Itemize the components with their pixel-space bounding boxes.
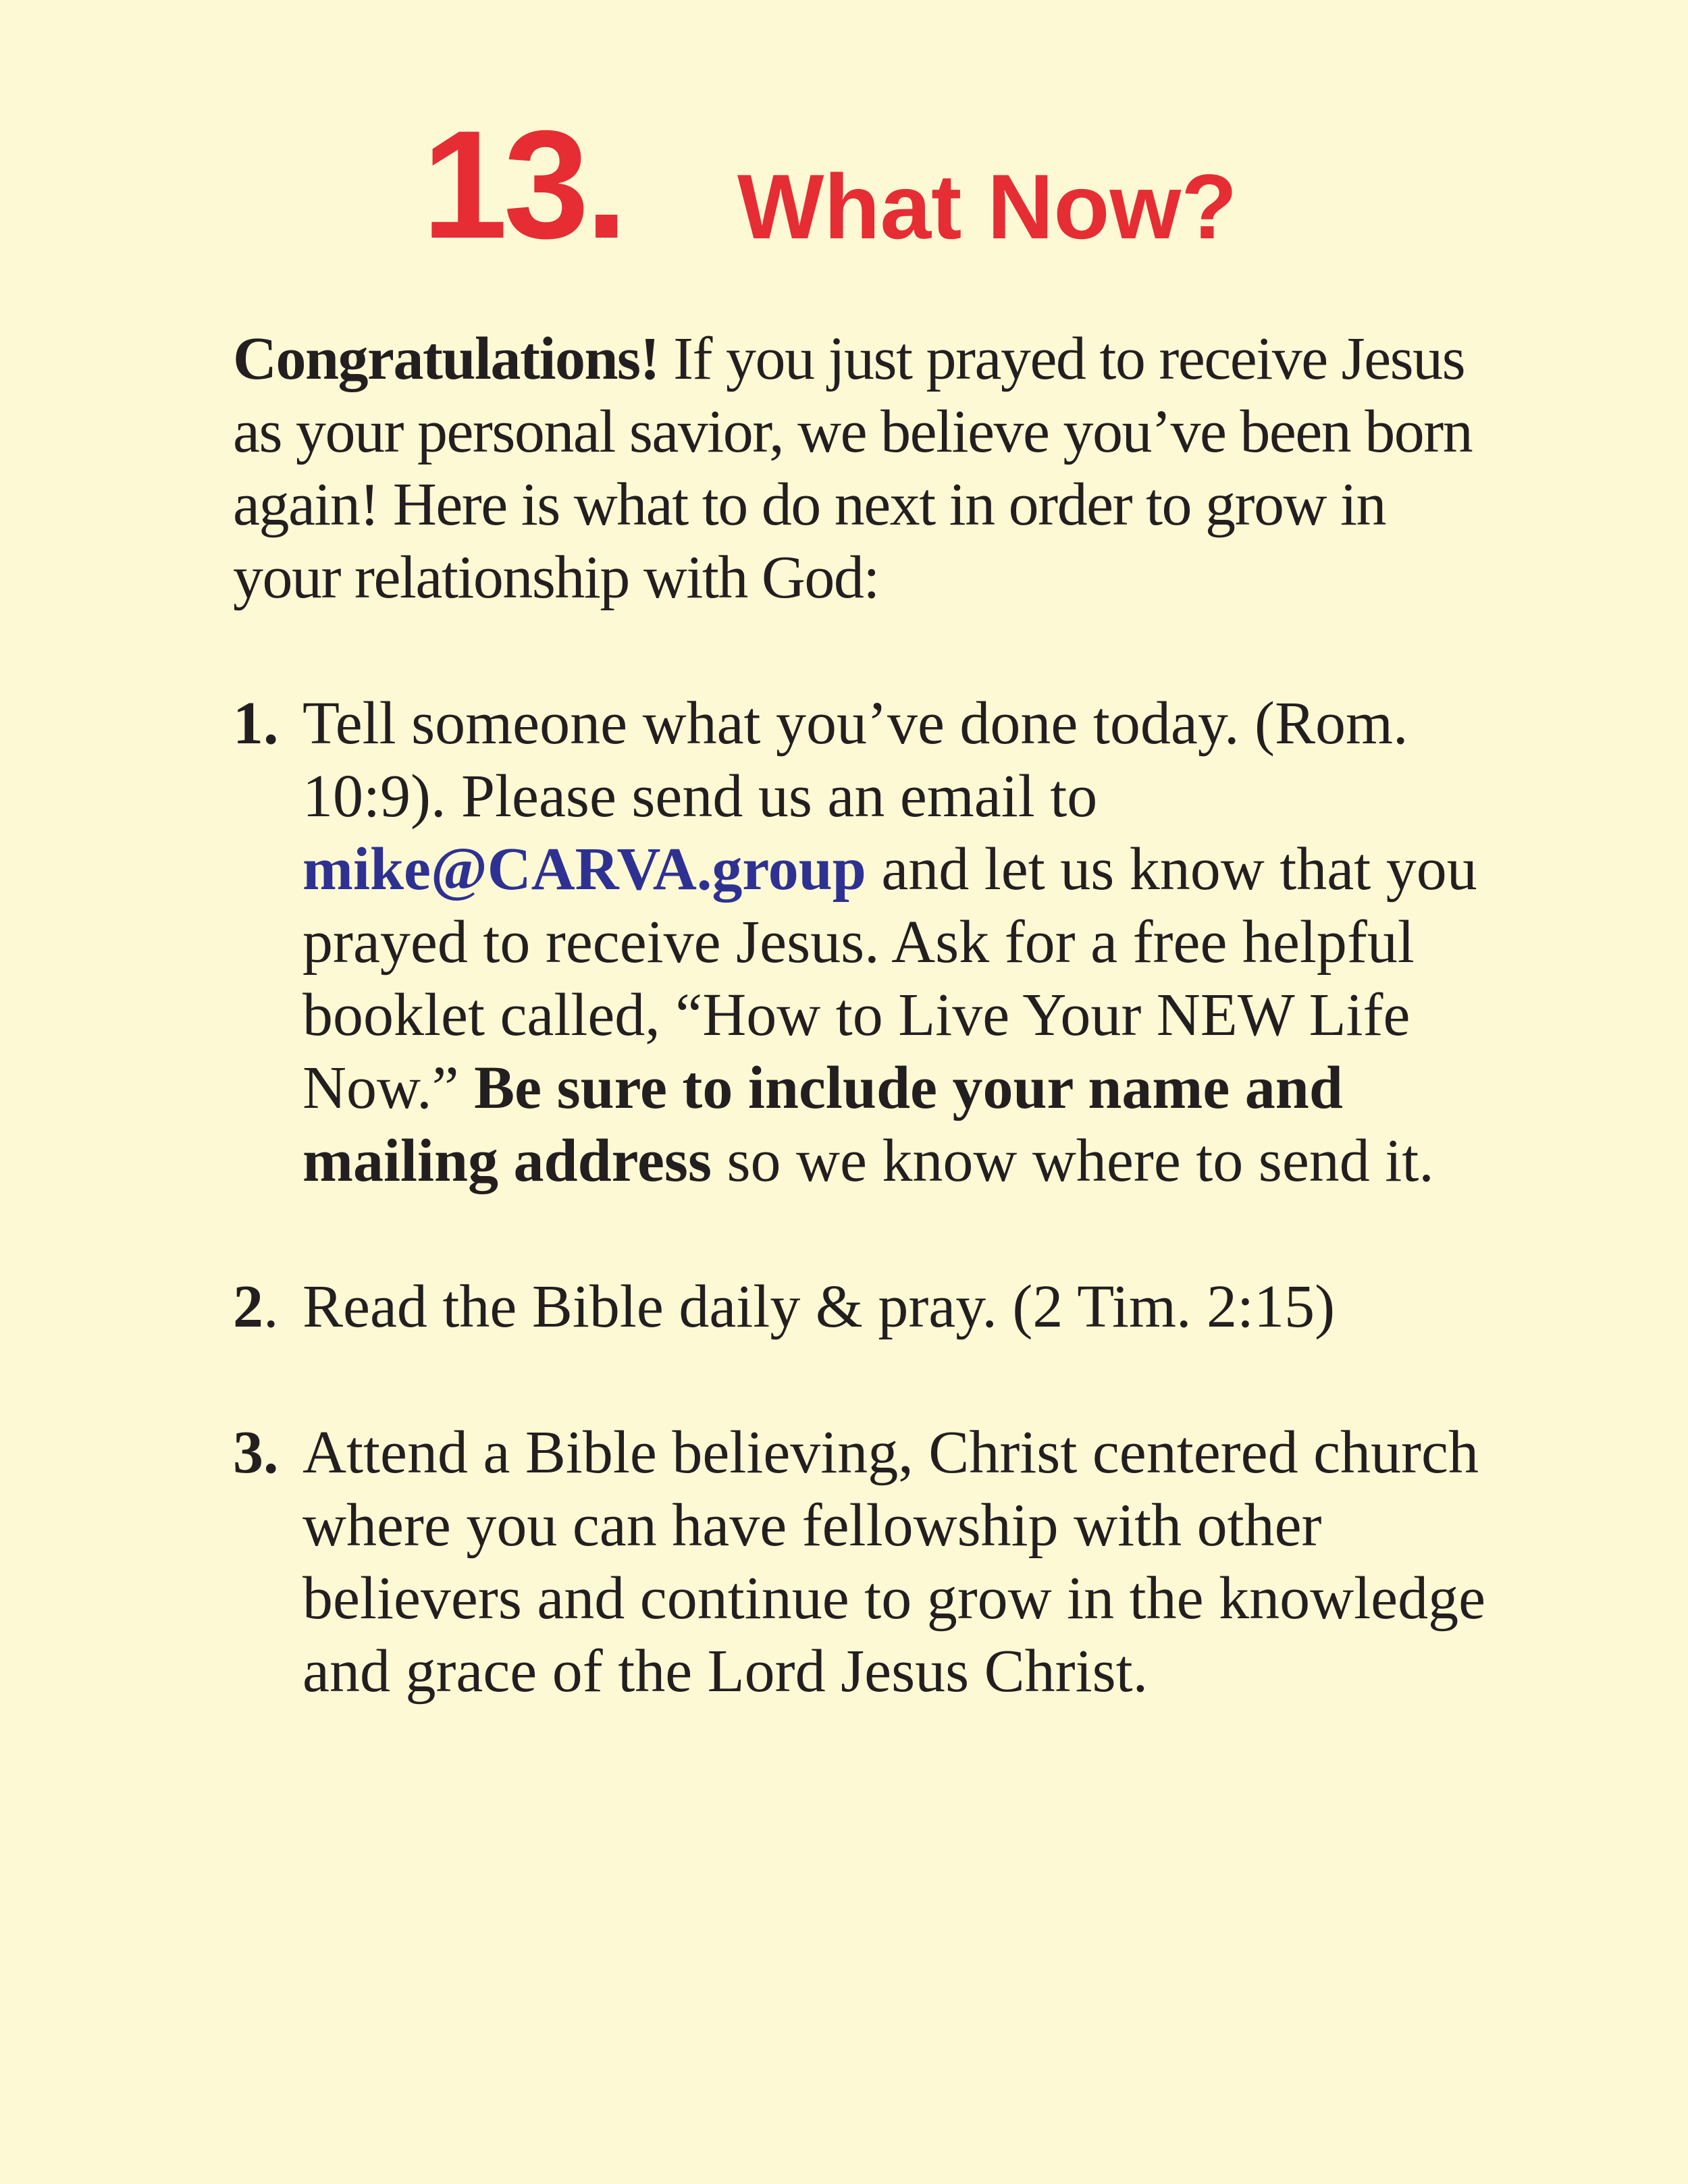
step-item-3	[233, 1416, 1496, 1708]
step-1-emphasis: Be sure to include your name and mailing address	[302, 1055, 1343, 1194]
step-1-text-c: so we know where to send it.	[711, 1127, 1434, 1194]
intro-lead: Congratulations!	[233, 325, 660, 392]
page-content	[233, 323, 1496, 1708]
step-2-text: Read the Bible daily & pray. (2 Tim. 2:15)	[302, 1273, 1336, 1340]
page-heading	[0, 99, 1688, 271]
step-item-2	[233, 1271, 1496, 1343]
page-title: What Now?	[737, 155, 1238, 258]
email-link[interactable]: mike@CARVA.group	[302, 836, 866, 903]
step-number-3: 3.	[233, 1419, 279, 1486]
step-1-text-a: Tell someone what you’ve done today. (Rom. 10:9). Please send us an email to	[302, 690, 1408, 830]
chapter-number: 13.	[422, 99, 624, 271]
step-number-2	[233, 1271, 279, 1343]
intro-paragraph	[233, 323, 1496, 614]
step-number-2-dot: .	[263, 1273, 279, 1340]
step-3-text: Attend a Bible believing, Christ centered church where you can have fellowship with other believers and continue to grow in the knowledge and grace of the Lord Jesus Christ.	[302, 1419, 1486, 1705]
step-number-2-digit: 2	[233, 1273, 263, 1340]
step-item-1	[233, 687, 1496, 1198]
intro-text: If you just prayed to receive Jesus as your personal savior, we believe you’ve been born again! Here is what to do next in order to grow in your relationship with God:	[233, 325, 1473, 611]
step-number-1: 1.	[233, 690, 279, 757]
step-1-text-b: and let us know that you prayed to receive Jesus. Ask for a free helpful booklet called, “How to Live Your NEW Life Now.”	[302, 836, 1477, 1121]
